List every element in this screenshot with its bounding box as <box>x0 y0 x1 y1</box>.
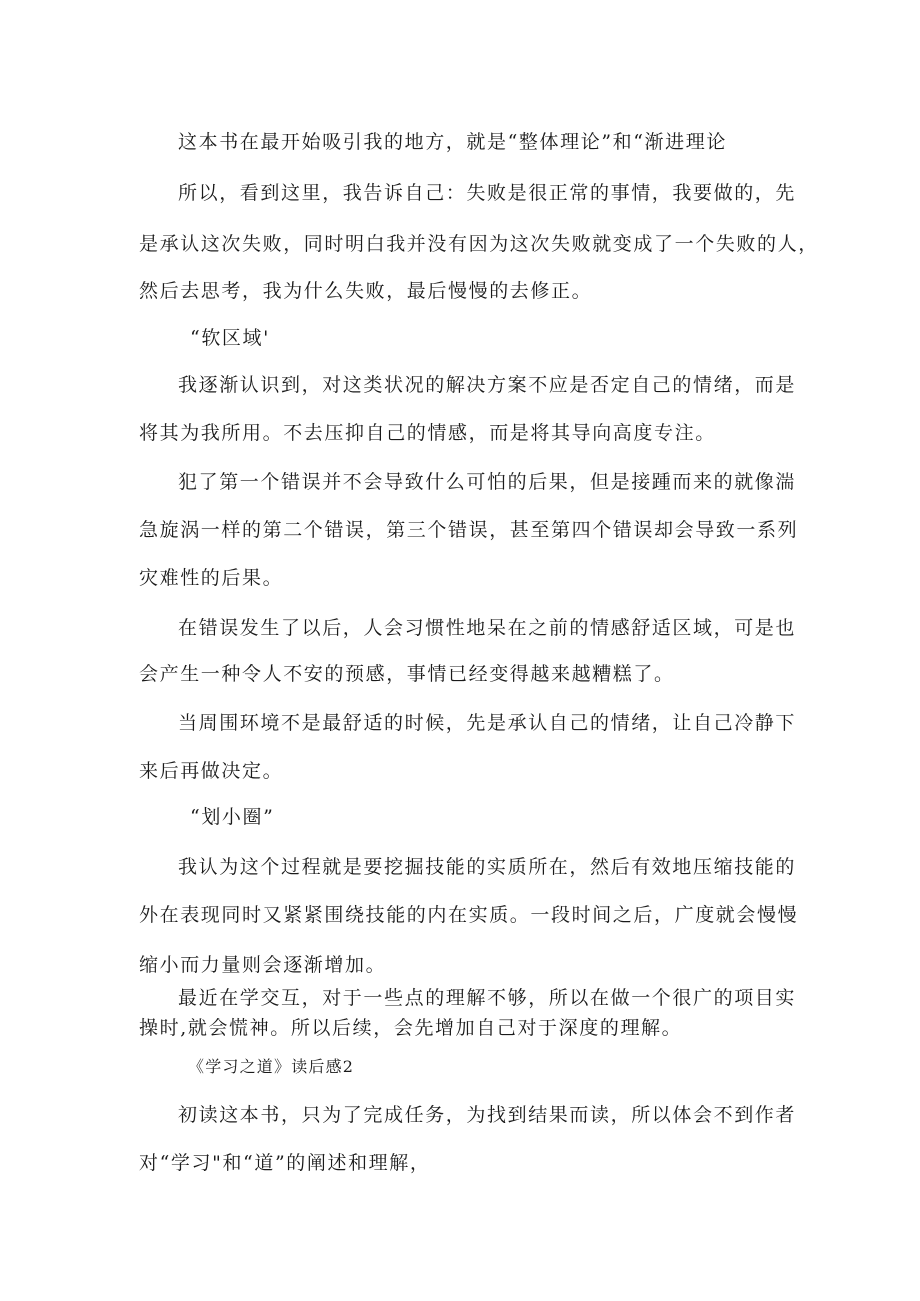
section-heading: “划小圈” <box>190 806 275 828</box>
paragraph-line: 对“学习"和“道”的阐述和理解， <box>139 1152 431 1174</box>
paragraph-line: 灾难性的后果。 <box>139 567 284 589</box>
paragraph-line: 这本书在最开始吸引我的地方，就是“整体理论”和“渐进理论 <box>178 131 727 153</box>
paragraph-line: 缩小而力量则会逐渐增加。 <box>139 954 387 976</box>
paragraph-line: 最近在学交互，对于一些点的理解不够，所以在做一个很广的项目实 <box>178 987 797 1009</box>
paragraph-line: 来后再做决定。 <box>139 760 284 782</box>
paragraph-line: 会产生一种令人不安的预感，事情已经变得越来越糟糕了。 <box>139 663 675 685</box>
paragraph-line: 犯了第一个错误并不会导致什么可怕的后果，但是接踵而来的就像湍 <box>178 471 797 493</box>
section-heading: “软区域' <box>190 327 270 349</box>
paragraph-line: 当周围环境不是最舒适的时候，先是承认自己的情绪，让自己冷静下 <box>178 712 797 734</box>
paragraph-line: 操时,就会慌神。所以后续，会先增加自己对于深度的理解。 <box>139 1017 683 1039</box>
paragraph-line: 急旋涡一样的第二个错误，第三个错误，甚至第四个错误却会导致一系列 <box>139 519 799 541</box>
paragraph-line: 我认为这个过程就是要挖掘技能的实质所在，然后有效地压缩技能的 <box>178 856 797 878</box>
paragraph-line: 外在表现同时又紧紧围绕技能的内在实质。一段时间之后，广度就会慢慢 <box>139 904 799 926</box>
paragraph-line: 是承认这次失败，同时明白我并没有因为这次失败就变成了一个失败的人， <box>139 233 819 255</box>
paragraph-line: 在错误发生了以后，人会习惯性地呆在之前的情感舒适区域，可是也 <box>178 617 797 639</box>
section-title: 《学习之道》读后感2 <box>188 1057 355 1076</box>
paragraph-line: 然后去思考，我为什么失败，最后慢慢的去修正。 <box>139 280 593 302</box>
paragraph-line: 所以，看到这里，我告诉自己：失败是很正常的事情，我要做的，先 <box>178 182 797 204</box>
paragraph-line: 初读这本书，只为了完成任务，为找到结果而读，所以体会不到作者 <box>178 1104 797 1126</box>
paragraph-line: 我逐渐认识到，对这类状况的解决方案不应是否定自己的情绪，而是 <box>178 374 797 396</box>
paragraph-line: 将其为我所用。不去压抑自己的情感，而是将其导向高度专注。 <box>139 422 716 444</box>
